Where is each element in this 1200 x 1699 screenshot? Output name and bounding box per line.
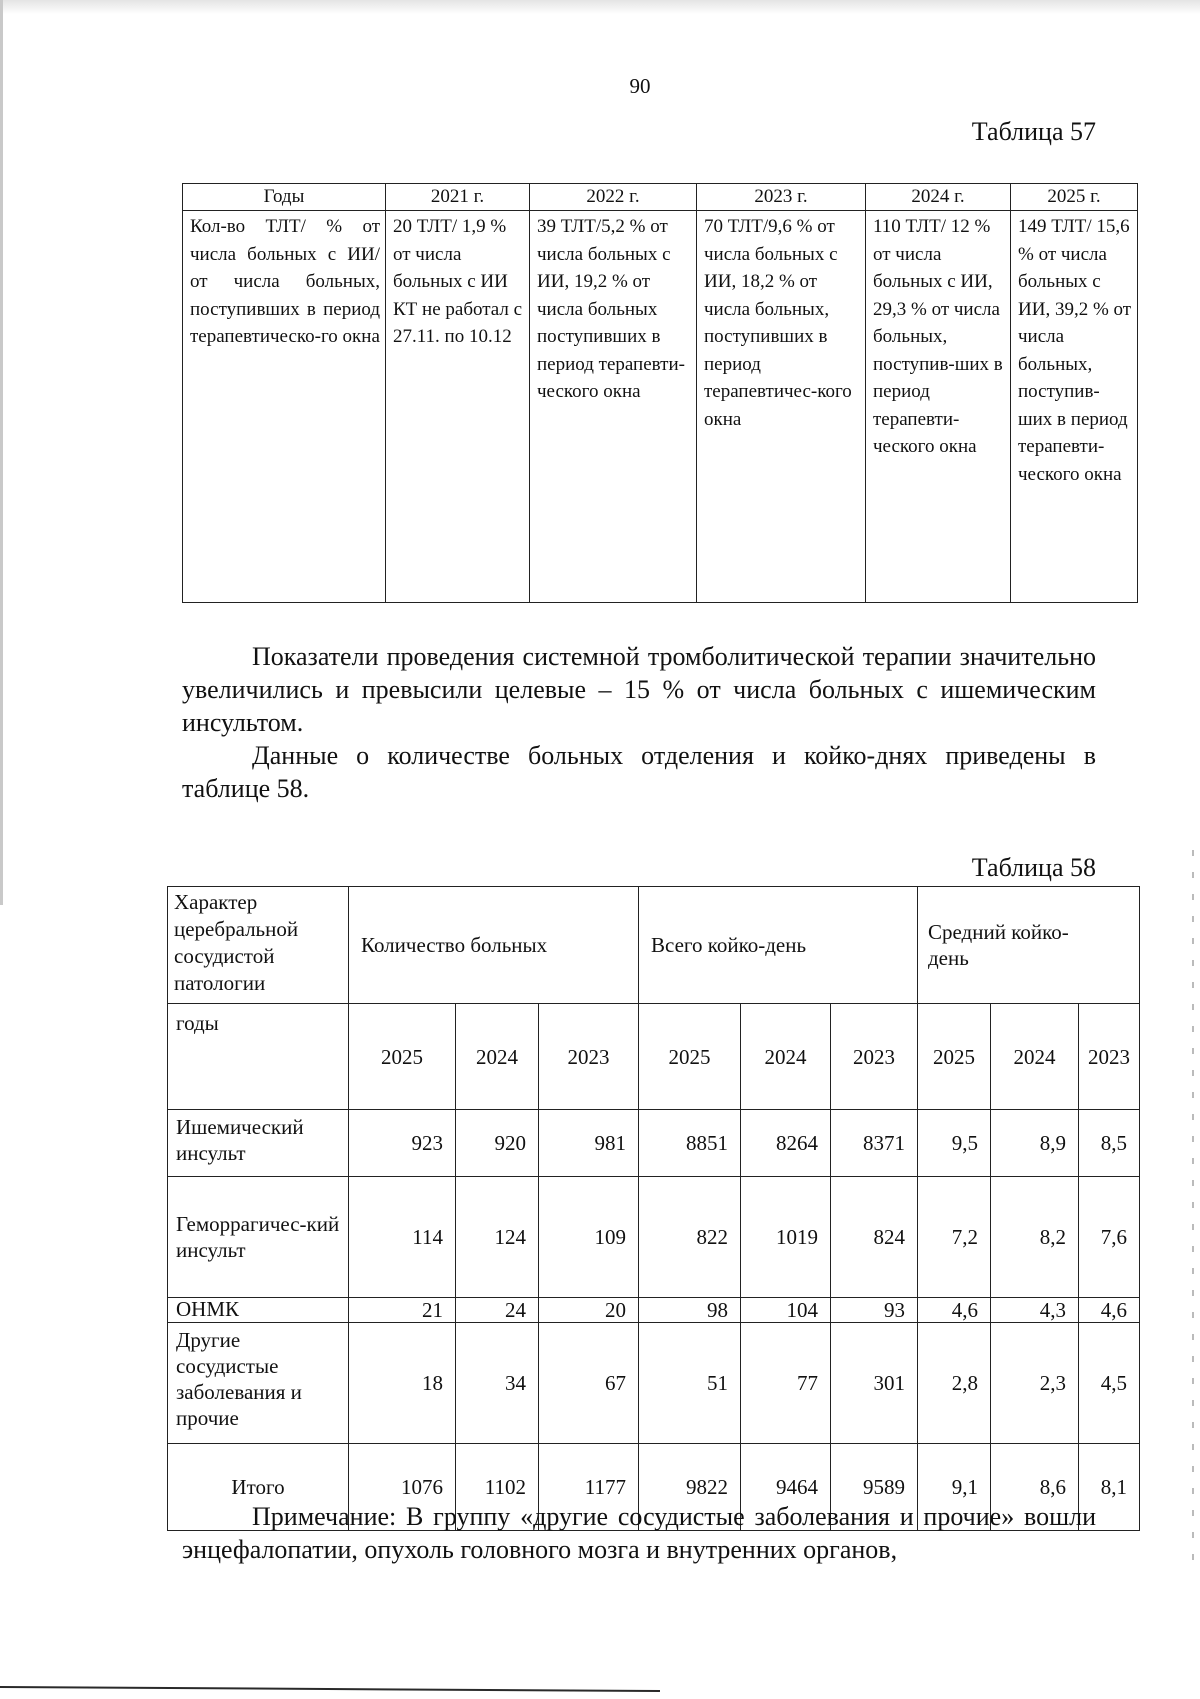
value-cell: 981 (539, 1110, 639, 1177)
value-cell: 4,6 (1079, 1298, 1140, 1323)
value-cell: 104 (741, 1298, 831, 1323)
header-cell-2024: 2024 г. (866, 184, 1011, 211)
value-cell: 824 (831, 1177, 918, 1298)
table-58-group-header-row (168, 887, 1140, 1004)
row-name: Итого (168, 1444, 349, 1531)
table-row (168, 1323, 1140, 1444)
value-cell: 923 (349, 1110, 456, 1177)
cell-2021: 20 ТЛТ/ 1,9 % от числа больных с ИИ КТ не работал с 27.11. по 10.12 (386, 211, 530, 603)
group-header-bed-days-total: Всего койко-день (639, 887, 918, 1004)
year-cell: 2025 (918, 1004, 991, 1110)
year-cell: 2023 (1079, 1004, 1140, 1110)
year-cell: 2025 (639, 1004, 741, 1110)
value-cell: 7,6 (1079, 1177, 1140, 1298)
table-row (168, 1110, 1140, 1177)
value-cell: 18 (349, 1323, 456, 1444)
value-cell: 67 (539, 1323, 639, 1444)
header-cell-2022: 2022 г. (530, 184, 697, 211)
page-number: 90 (629, 74, 651, 98)
cell-2025: 149 ТЛТ/ 15,6 % от числа больных с ИИ, 39,2 % от числа больных, поступив-ших в период терапевти-ческого окна (1011, 211, 1138, 603)
scan-left-edge (0, 0, 3, 905)
group-header-bed-days-average: Средний койко-день (918, 887, 1140, 1004)
value-cell: 114 (349, 1177, 456, 1298)
value-cell: 8371 (831, 1110, 918, 1177)
header-cell-years: Годы (183, 184, 386, 211)
table-57-data-row (183, 211, 1138, 603)
value-cell: 24 (456, 1298, 539, 1323)
value-cell: 8851 (639, 1110, 741, 1177)
value-cell: 9,1 (918, 1444, 991, 1531)
table-58-years-row (168, 1004, 1140, 1110)
table-row (168, 1298, 1140, 1323)
row-name: Другие сосудистые заболевания и прочие (168, 1323, 349, 1444)
value-cell: 77 (741, 1323, 831, 1444)
value-cell: 124 (456, 1177, 539, 1298)
year-cell: 2023 (831, 1004, 918, 1110)
cell-2024: 110 ТЛТ/ 12 % от числа больных с ИИ, 29,3 % от числа больных, поступив-ших в период терапевти-ческого окна (866, 211, 1011, 603)
value-cell: 1019 (741, 1177, 831, 1298)
value-cell: 8,6 (991, 1444, 1079, 1531)
value-cell: 4,6 (918, 1298, 991, 1323)
value-cell: 9589 (831, 1444, 918, 1531)
row-name: ОНМК (168, 1298, 349, 1323)
header-cell-2021: 2021 г. (386, 184, 530, 211)
header-years-label: годы (168, 1004, 349, 1110)
header-cell-2025: 2025 г. (1011, 184, 1138, 211)
value-cell: 2,8 (918, 1323, 991, 1444)
group-header-patients: Количество больных (349, 887, 639, 1004)
table-58 (167, 886, 1140, 1531)
scan-right-edge (1192, 850, 1194, 1570)
value-cell: 8264 (741, 1110, 831, 1177)
value-cell: 98 (639, 1298, 741, 1323)
value-cell: 4,3 (991, 1298, 1079, 1323)
cell-2022: 39 ТЛТ/5,2 % от числа больных с ИИ, 19,2 % от числа больных поступивших в период терапевти-ческого окна (530, 211, 697, 603)
value-cell: 822 (639, 1177, 741, 1298)
scan-bottom-edge (0, 1686, 660, 1692)
year-cell: 2025 (349, 1004, 456, 1110)
value-cell: 8,9 (991, 1110, 1079, 1177)
value-cell: 34 (456, 1323, 539, 1444)
value-cell: 7,2 (918, 1177, 991, 1298)
header-pathology-label: Характер церебральной сосудистой патологии (168, 887, 349, 1004)
value-cell: 2,3 (991, 1323, 1079, 1444)
year-cell: 2024 (741, 1004, 831, 1110)
year-cell: 2024 (456, 1004, 539, 1110)
row-label-cell: Кол-во ТЛТ/ % от числа больных с ИИ/ от числа больных, поступивших в период терапевтическо-го окна (183, 211, 386, 603)
value-cell: 301 (831, 1323, 918, 1444)
value-cell: 8,5 (1079, 1110, 1140, 1177)
row-name: Геморрагичес-кий инсульт (168, 1177, 349, 1298)
paragraph-table-ref: Данные о количестве больных отделения и койко-днях приведены в таблице 58. (182, 741, 1096, 803)
value-cell: 9,5 (918, 1110, 991, 1177)
value-cell: 1076 (349, 1444, 456, 1531)
table-57 (182, 183, 1138, 603)
year-cell: 2024 (991, 1004, 1079, 1110)
value-cell: 8,2 (991, 1177, 1079, 1298)
value-cell: 109 (539, 1177, 639, 1298)
value-cell: 1177 (539, 1444, 639, 1531)
table-57-caption: Таблица 57 (971, 117, 1096, 146)
table-row (168, 1177, 1140, 1298)
value-cell: 9464 (741, 1444, 831, 1531)
paragraph-thrombolysis: Показатели проведения системной тромболитической терапии значительно увеличились и превысили целевые – 15 % от числа больных с ишемическим инсультом. (182, 642, 1096, 737)
row-name: Ишемический инсульт (168, 1110, 349, 1177)
value-cell: 1102 (456, 1444, 539, 1531)
cell-2023: 70 ТЛТ/9,6 % от числа больных с ИИ, 18,2 % от числа больных, поступивших в период терапевтичес-кого окна (697, 211, 866, 603)
value-cell: 4,5 (1079, 1323, 1140, 1444)
header-cell-2023: 2023 г. (697, 184, 866, 211)
value-cell: 9822 (639, 1444, 741, 1531)
value-cell: 920 (456, 1110, 539, 1177)
value-cell: 21 (349, 1298, 456, 1323)
table-58-caption: Таблица 58 (971, 853, 1096, 882)
value-cell: 20 (539, 1298, 639, 1323)
table-57-header-row (183, 184, 1138, 211)
year-cell: 2023 (539, 1004, 639, 1110)
value-cell: 51 (639, 1323, 741, 1444)
paragraph-note: Примечание: В группу «другие сосудистые заболевания и прочие» вошли энцефалопатии, опухоль головного мозга и внутренних органов, (182, 1502, 1096, 1564)
value-cell: 8,1 (1079, 1444, 1140, 1531)
value-cell: 93 (831, 1298, 918, 1323)
scan-top-shadow (0, 0, 1200, 14)
